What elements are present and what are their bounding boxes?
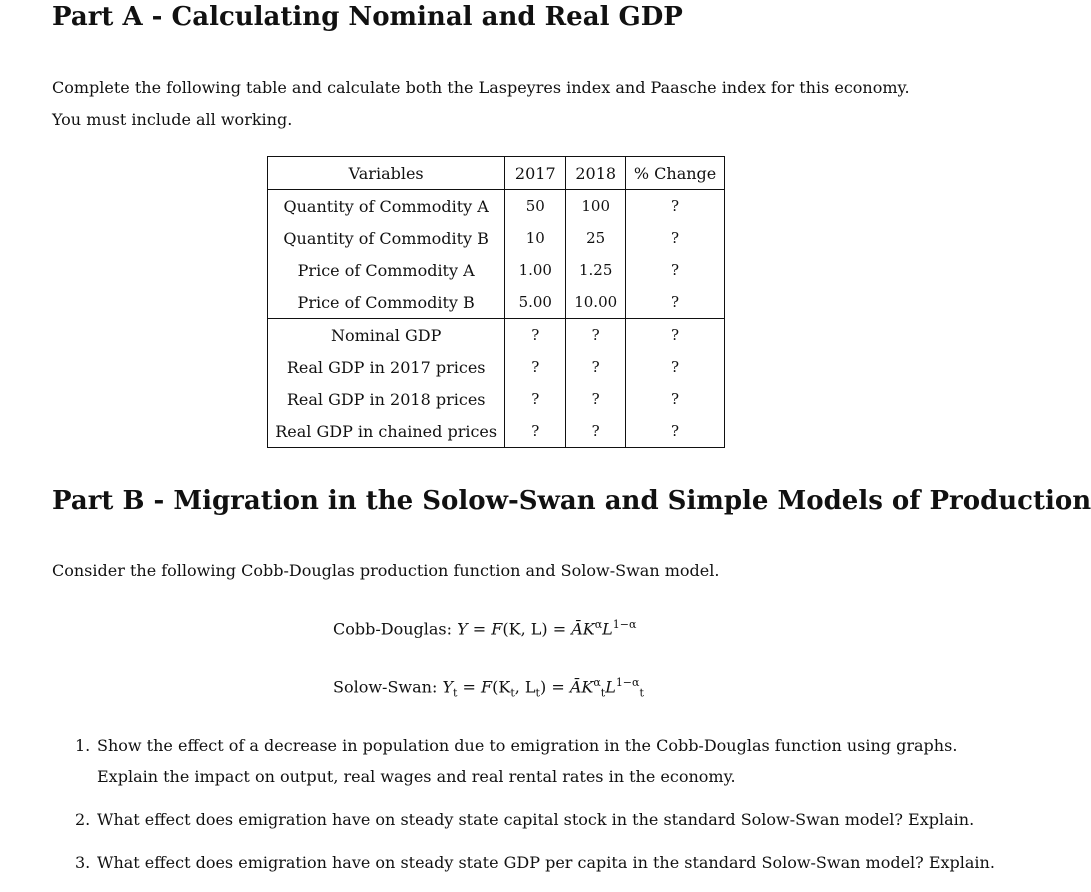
row-label: Quantity of Commodity A bbox=[268, 190, 505, 223]
eq-symbol: (K bbox=[492, 677, 511, 697]
eq-subscript: t bbox=[535, 686, 540, 700]
eq-symbol: ) bbox=[539, 677, 547, 697]
table-header-row bbox=[268, 157, 725, 190]
row-label: Nominal GDP bbox=[268, 319, 505, 352]
header-change: % Change bbox=[626, 157, 725, 190]
question-number: 1. bbox=[75, 736, 91, 755]
value-2018: 10.00 bbox=[566, 286, 626, 319]
eq-subscript: t bbox=[639, 686, 644, 700]
eq-symbol: Y bbox=[457, 619, 468, 639]
eq-exponent: α bbox=[593, 676, 601, 689]
cobb-douglas-equation bbox=[333, 618, 636, 638]
value-2018: ? bbox=[566, 383, 626, 415]
eq-symbol: L bbox=[602, 619, 613, 639]
value-2017: 50 bbox=[505, 190, 566, 223]
row-label: Quantity of Commodity B bbox=[268, 222, 505, 254]
value-2017: 1.00 bbox=[505, 254, 566, 286]
question-item bbox=[75, 847, 995, 878]
eq-symbol: = bbox=[551, 677, 565, 697]
eq-symbol: Ā bbox=[569, 677, 582, 697]
row-label: Real GDP in 2017 prices bbox=[268, 351, 505, 383]
value-2017: ? bbox=[505, 415, 566, 448]
value-2017: ? bbox=[505, 383, 566, 415]
row-label: Price of Commodity B bbox=[268, 286, 505, 319]
value-2018: 1.25 bbox=[566, 254, 626, 286]
eq-subscript: t bbox=[453, 686, 458, 700]
table-row bbox=[268, 351, 725, 383]
eq-symbol: K bbox=[582, 619, 595, 639]
header-2018: 2018 bbox=[566, 157, 626, 190]
value-change: ? bbox=[626, 190, 725, 223]
value-change: ? bbox=[626, 351, 725, 383]
table-row bbox=[268, 254, 725, 286]
question-number: 3. bbox=[75, 853, 91, 872]
value-2017: ? bbox=[505, 351, 566, 383]
question-text: What effect does emigration have on steady state capital stock in the standard Solow-Swan model? Explain. bbox=[97, 810, 975, 829]
value-change: ? bbox=[626, 383, 725, 415]
row-label: Price of Commodity A bbox=[268, 254, 505, 286]
equation-label: Solow-Swan: bbox=[333, 677, 438, 697]
eq-symbol: F bbox=[491, 619, 503, 639]
eq-exponent: α bbox=[594, 618, 603, 631]
gdp-table bbox=[267, 156, 725, 448]
eq-exponent: 1−α bbox=[615, 676, 640, 689]
question-text: Show the effect of a decrease in population due to emigration in the Cobb-Douglas function using graphs. bbox=[97, 736, 958, 755]
eq-symbol: K bbox=[581, 677, 594, 697]
eq-symbol: = bbox=[552, 619, 567, 639]
eq-symbol: = bbox=[462, 677, 476, 697]
header-variables: Variables bbox=[268, 157, 505, 190]
solow-swan-equation bbox=[333, 676, 644, 700]
question-text: What effect does emigration have on steady state GDP per capita in the standard Solow-Swan model? Explain. bbox=[97, 853, 995, 872]
eq-subscript: t bbox=[600, 686, 606, 700]
row-label: Real GDP in 2018 prices bbox=[268, 383, 505, 415]
row-label: Real GDP in chained prices bbox=[268, 415, 505, 448]
table-row bbox=[268, 286, 725, 319]
value-change: ? bbox=[626, 319, 725, 352]
question-text: Explain the impact on output, real wages and real rental rates in the economy. bbox=[97, 767, 736, 786]
table-row bbox=[268, 319, 725, 352]
table-row bbox=[268, 383, 725, 415]
part-b-intro: Consider the following Cobb-Douglas production function and Solow-Swan model. bbox=[52, 561, 720, 580]
table-row bbox=[268, 222, 725, 254]
instruction-line-2: You must include all working. bbox=[52, 110, 293, 129]
value-2018: 100 bbox=[566, 190, 626, 223]
value-2017: 5.00 bbox=[505, 286, 566, 319]
eq-symbol: , L bbox=[514, 677, 536, 697]
instruction-line-1: Complete the following table and calculate both the Laspeyres index and Paasche index for this economy. bbox=[52, 78, 910, 97]
eq-symbol: F bbox=[481, 677, 493, 697]
part-b-heading: Part B - Migration in the Solow-Swan and Simple Models of Production bbox=[52, 486, 1091, 516]
question-item bbox=[75, 730, 995, 792]
equation-label: Cobb-Douglas: bbox=[333, 619, 453, 639]
question-item bbox=[75, 804, 995, 835]
table-row bbox=[268, 190, 725, 223]
value-2018: ? bbox=[566, 319, 626, 352]
question-list bbox=[75, 730, 995, 890]
value-change: ? bbox=[626, 286, 725, 319]
eq-symbol: Y bbox=[442, 677, 453, 697]
value-change: ? bbox=[626, 222, 725, 254]
header-2017: 2017 bbox=[505, 157, 566, 190]
value-2018: 25 bbox=[566, 222, 626, 254]
value-2017: 10 bbox=[505, 222, 566, 254]
value-2018: ? bbox=[566, 351, 626, 383]
value-2017: ? bbox=[505, 319, 566, 352]
eq-subscript: t bbox=[510, 686, 515, 700]
part-a-instructions bbox=[52, 72, 910, 136]
part-a-heading: Part A - Calculating Nominal and Real GDP bbox=[52, 2, 683, 32]
table-row bbox=[268, 415, 725, 448]
eq-symbol: L bbox=[605, 677, 616, 697]
eq-symbol: = bbox=[472, 619, 487, 639]
value-change: ? bbox=[626, 415, 725, 448]
eq-exponent: 1−α bbox=[612, 618, 637, 631]
value-2018: ? bbox=[566, 415, 626, 448]
eq-symbol: (K, L) bbox=[502, 619, 548, 639]
value-change: ? bbox=[626, 254, 725, 286]
question-number: 2. bbox=[75, 810, 91, 829]
eq-symbol: Ā bbox=[571, 619, 583, 639]
